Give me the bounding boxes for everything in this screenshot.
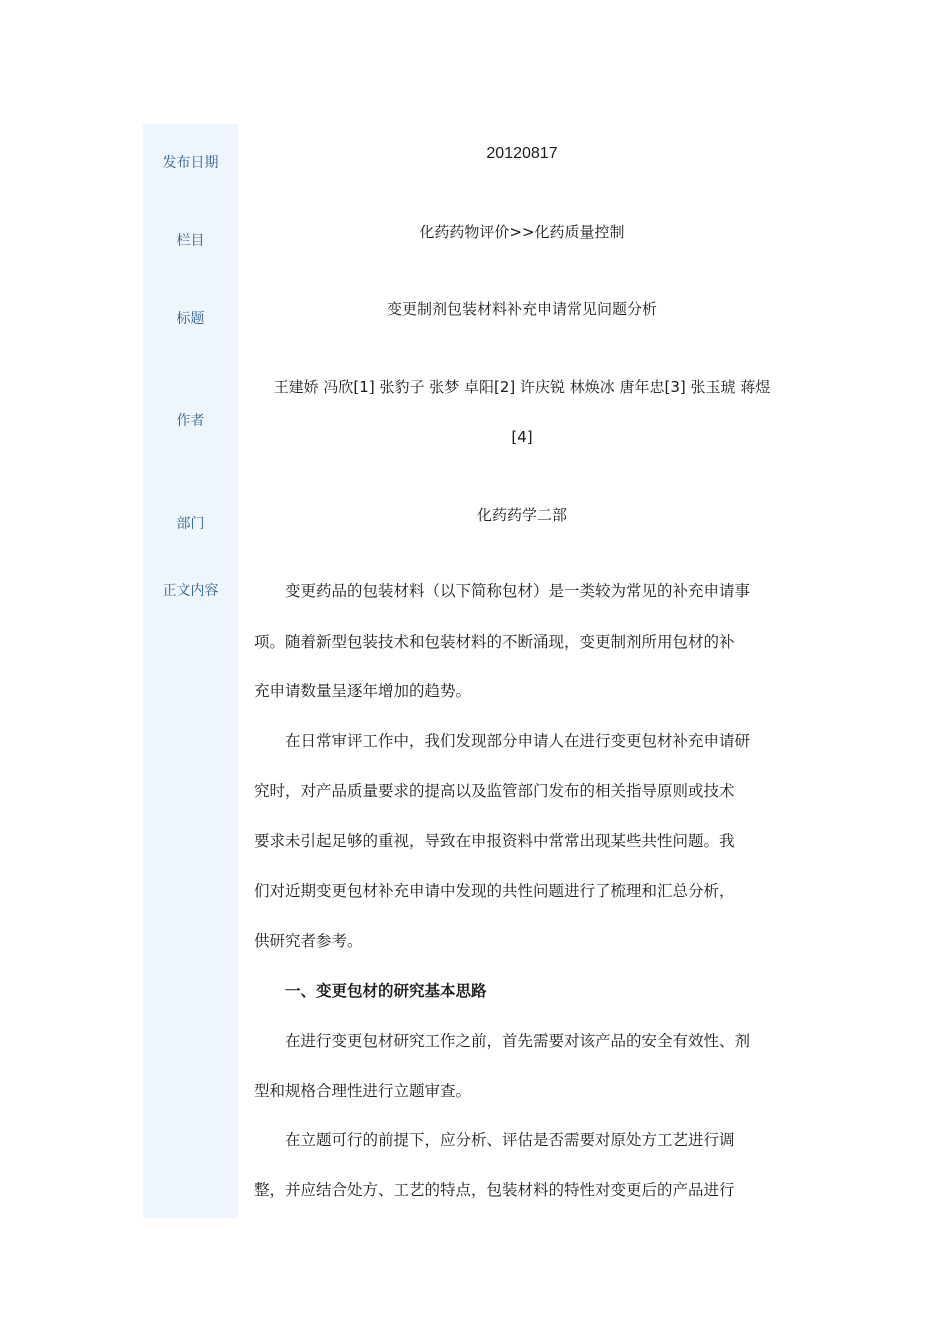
content-line: 在进行变更包材研究工作之前，首先需要对该产品的安全有效性、剂: [254, 1032, 751, 1050]
section-heading: 一、变更包材的研究基本思路: [254, 982, 487, 1000]
content-line: 充申请数量呈逐年增加的趋势。: [254, 682, 472, 700]
content-line: 在立题可行的前提下，应分析、评估是否需要对原处方工艺进行调: [254, 1131, 735, 1149]
column-label: 栏目: [176, 233, 205, 249]
content-line: 整，并应结合处方、工艺的特点，包装材料的特性对变更后的产品进行: [254, 1181, 735, 1199]
publish-date: 20120817: [486, 145, 558, 162]
content-line: 供研究者参考。: [254, 932, 363, 950]
title-label: 标题: [176, 311, 205, 327]
article-title: 变更制剂包装材料补充申请常见问题分析: [386, 300, 657, 318]
column-value: 化药药物评价>>化药质量控制: [419, 223, 625, 241]
author-line-1: 王建娇 冯欣[1] 张豹子 张梦 卓阳[2] 许庆锐 林焕冰 唐年忠[3] 张玉琥 蒋煜: [273, 378, 771, 396]
content-line: 们对近期变更包材补充申请中发现的共性问题进行了梳理和汇总分析，: [254, 882, 735, 900]
content-line: 要求未引起足够的重视，导致在申报资料中常常出现某些共性问题。我: [254, 832, 735, 850]
content-line: 在日常审评工作中，我们发现部分申请人在进行变更包材补充申请研: [254, 732, 751, 750]
content-label: 正文内容: [162, 583, 219, 599]
label-column: [143, 124, 238, 1218]
content-line: 变更药品的包装材料（以下简称包材）是一类较为常见的补充申请事: [254, 582, 751, 600]
department-value: 化药药学二部: [476, 506, 567, 524]
date-label: 发布日期: [162, 155, 219, 171]
content-line: 项。随着新型包装技术和包装材料的不断涌现，变更制剂所用包材的补: [254, 633, 735, 651]
content-line: 型和规格合理性进行立题审查。: [254, 1082, 472, 1100]
content-line: 究时，对产品质量要求的提高以及监管部门发布的相关指导原则或技术: [254, 782, 735, 800]
author-line-2: [4]: [511, 428, 533, 446]
author-label: 作者: [176, 413, 205, 429]
department-label: 部门: [176, 516, 205, 532]
